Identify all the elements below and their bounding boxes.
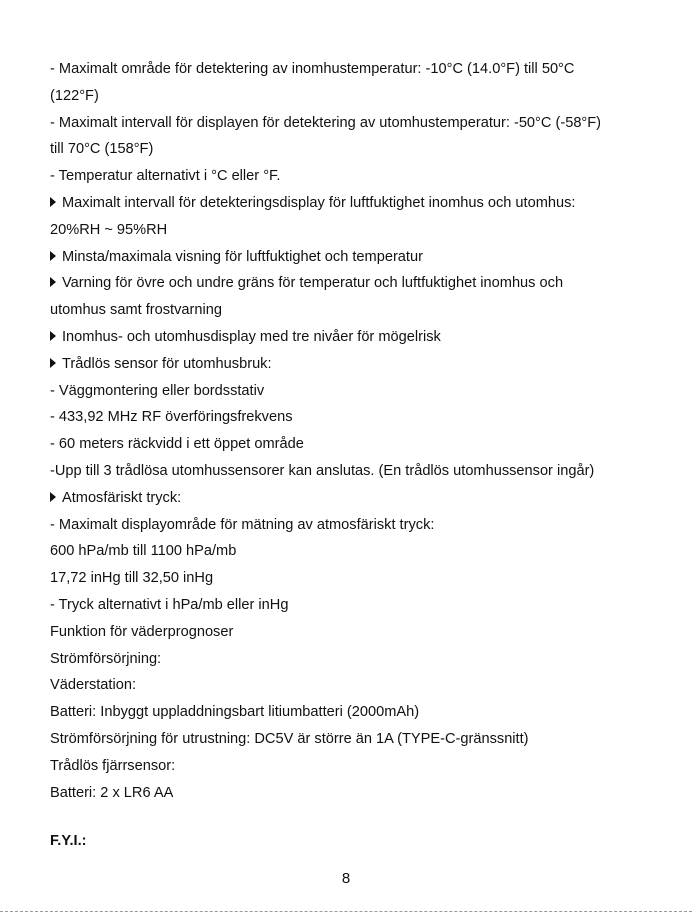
text-line xyxy=(50,56,650,83)
line-text: 600 hPa/mb till 1100 hPa/mb xyxy=(50,543,237,560)
text-line xyxy=(50,110,650,137)
line-text: Trådlös fjärrsensor: xyxy=(50,757,176,774)
line-text: Strömförsörjning: xyxy=(50,650,162,667)
triangle-bullet-icon xyxy=(50,251,56,261)
line-text: till 70°C (158°F) xyxy=(50,141,154,158)
line-text: - Maximalt intervall för displayen för detektering av utomhustemperatur: -50°C (-58°F) xyxy=(50,114,602,131)
line-text: Batteri: Inbyggt uppladdningsbart litiumbatteri (2000mAh) xyxy=(50,704,420,721)
line-text: - 60 meters räckvidd i ett öppet område xyxy=(50,436,304,453)
line-text: Atmosfäriskt tryck: xyxy=(62,489,182,506)
text-line xyxy=(50,458,650,485)
text-line xyxy=(50,592,650,619)
text-line xyxy=(50,297,650,324)
text-line xyxy=(50,163,650,190)
line-text: Maximalt intervall för detekteringsdisplay för luftfuktighet inomhus och utomhus: xyxy=(62,194,576,211)
triangle-bullet-icon xyxy=(50,277,56,287)
text-line xyxy=(50,619,650,646)
text-line xyxy=(50,83,650,110)
text-line xyxy=(50,646,650,673)
text-line xyxy=(50,404,650,431)
bullet-line xyxy=(50,190,650,217)
line-text: Minsta/maximala visning för luftfuktighet och temperatur xyxy=(62,248,423,265)
bullet-line xyxy=(50,244,650,271)
bullet-line xyxy=(50,485,650,512)
text-line xyxy=(50,512,650,539)
line-text: utomhus samt frostvarning xyxy=(50,302,222,319)
triangle-bullet-icon xyxy=(50,492,56,502)
line-text: - 433,92 MHz RF överföringsfrekvens xyxy=(50,409,293,426)
line-text: Varning för övre och undre gräns för temperatur och luftfuktighet inomhus och xyxy=(62,275,564,292)
text-line xyxy=(50,378,650,405)
fyi-heading: F.Y.I.: xyxy=(50,833,87,849)
text-line xyxy=(50,780,650,807)
triangle-bullet-icon xyxy=(50,197,56,207)
text-line xyxy=(50,431,650,458)
text-line xyxy=(50,699,650,726)
line-text: Funktion för väderprognoser xyxy=(50,623,234,640)
line-text: - Väggmontering eller bordsstativ xyxy=(50,382,265,399)
line-text: - Temperatur alternativt i °C eller °F. xyxy=(50,168,281,185)
line-text: - Maximalt område för detektering av inomhustemperatur: -10°C (14.0°F) till 50°C xyxy=(50,61,575,77)
bullet-line xyxy=(50,324,650,351)
line-text: Inomhus- och utomhusdisplay med tre nivåer för mögelrisk xyxy=(62,328,441,345)
bullet-line xyxy=(50,351,650,378)
triangle-bullet-icon xyxy=(50,331,56,341)
line-text: (122°F) xyxy=(50,87,99,104)
line-text: Batteri: 2 x LR6 AA xyxy=(50,784,174,801)
line-text: - Tryck alternativt i hPa/mb eller inHg xyxy=(50,596,289,613)
text-line xyxy=(50,565,650,592)
line-text: -Upp till 3 trådlösa utomhussensorer kan anslutas. (En trådlös utomhussensor ingår) xyxy=(50,462,595,479)
line-text: Strömförsörjning för utrustning: DC5V är större än 1A (TYPE-C-gränssnitt) xyxy=(50,730,529,747)
text-line xyxy=(50,217,650,244)
bullet-line xyxy=(50,270,650,297)
line-text: 17,72 inHg till 32,50 inHg xyxy=(50,570,214,587)
page-bottom-rule xyxy=(0,911,692,912)
text-line xyxy=(50,672,650,699)
specification-list xyxy=(50,56,650,806)
text-line xyxy=(50,726,650,753)
line-text: Väderstation: xyxy=(50,677,136,694)
line-text: 20%RH ~ 95%RH xyxy=(50,221,168,238)
line-text: Trådlös sensor för utomhusbruk: xyxy=(62,355,272,372)
line-text: - Maximalt displayområde för mätning av atmosfäriskt tryck: xyxy=(50,516,435,533)
text-line xyxy=(50,136,650,163)
triangle-bullet-icon xyxy=(50,358,56,368)
page-number: 8 xyxy=(341,870,351,887)
text-line xyxy=(50,753,650,780)
text-line xyxy=(50,538,650,565)
